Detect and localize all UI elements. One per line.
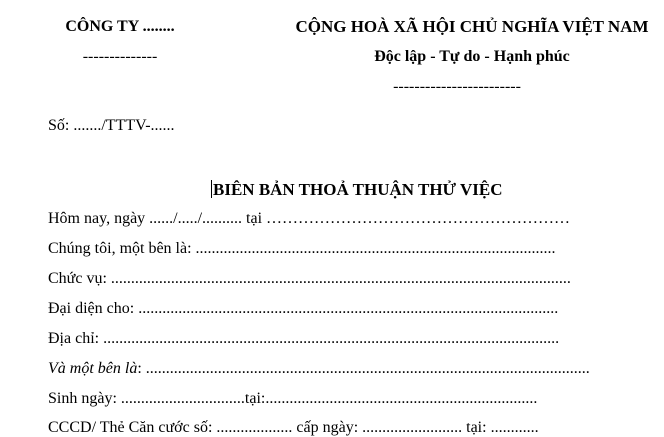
line-address[interactable]: Địa chỉ: .................................................................................................................. — [48, 330, 560, 347]
line-date-place[interactable]: Hôm nay, ngày ....../...../.......... tại ………………………………………………… — [48, 210, 571, 227]
line-position[interactable]: Chức vụ: ................................................................................................................... — [48, 270, 571, 287]
document-number: Số: ......./TTTV-...... — [48, 117, 175, 134]
text-cursor — [211, 180, 212, 198]
line-id-card[interactable]: CCCD/ Thẻ Căn cước số: ................... cấp ngày: ......................... tại: ............ — [48, 419, 539, 436]
motto: Độc lập - Tự do - Hạnh phúc — [374, 48, 570, 65]
line-party-a[interactable]: Chúng tôi, một bên là: .......................................................................................... — [48, 240, 556, 257]
party-b-fill: : ............................................................................................................... — [137, 360, 590, 377]
party-b-label: Và một bên là — [48, 360, 138, 377]
motto-rule: ------------------------ — [393, 78, 521, 95]
line-representative[interactable]: Đại diện cho: ......................................................................................................... — [48, 300, 559, 317]
line-birth[interactable]: Sinh ngày: ...............................tại:.................................................................... — [48, 390, 538, 407]
company-name: CÔNG TY ........ — [65, 18, 175, 35]
document-title[interactable]: BIÊN BẢN THOẢ THUẬN THỬ VIỆC — [213, 180, 503, 199]
nation-title: CỘNG HOÀ XÃ HỘI CHỦ NGHĨA VIỆT NAM — [295, 17, 649, 36]
line-party-b[interactable] — [48, 360, 590, 378]
company-rule: -------------- — [82, 48, 158, 65]
